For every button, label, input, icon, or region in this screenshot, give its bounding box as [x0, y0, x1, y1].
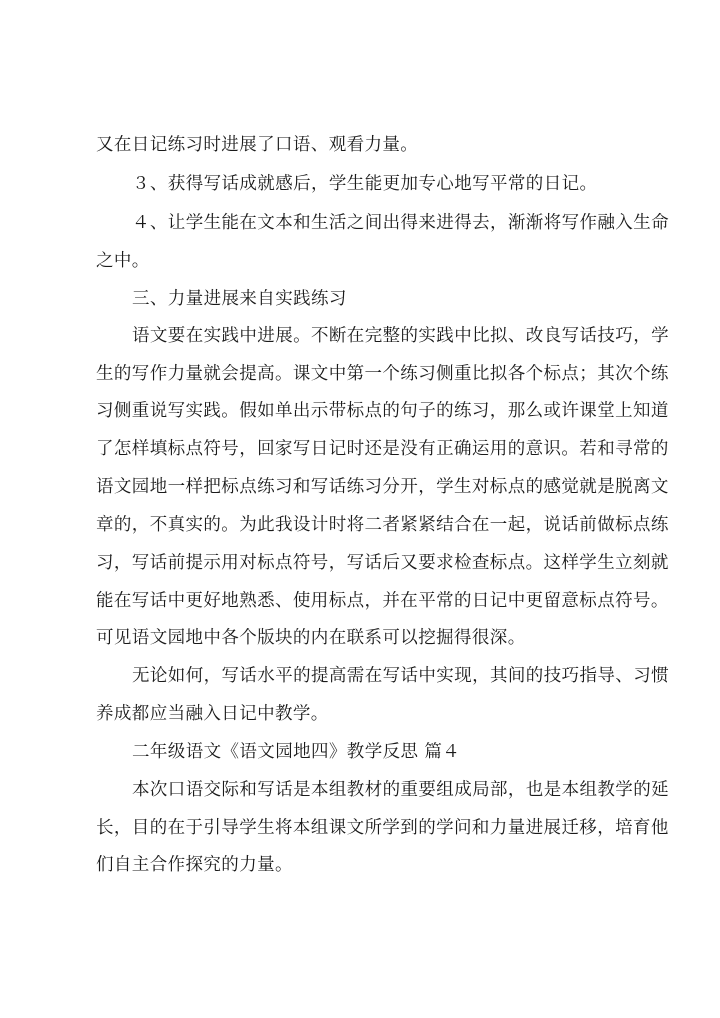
section-heading: 二年级语文《语文园地四》教学反思 篇４	[132, 742, 461, 762]
text-line: ４、让学生能在文本和生活之间出得来进得去，渐渐将写作融入生命	[132, 213, 669, 233]
text-line: 生的写作力量就会提高。课文中第一个练习侧重比拟各个标点；其次个练	[96, 364, 669, 384]
text-line: 章的，不真实的。为此我设计时将二者紧紧结合在一起，说话前做标点练	[96, 515, 669, 535]
section-heading: 三、力量进展来自实践练习	[132, 289, 347, 309]
text-line: 养成都应当融入日记中教学。	[96, 704, 329, 724]
text-line: 了怎样填标点符号，回家写日记时还是没有正确运用的意识。若和寻常的	[96, 439, 669, 459]
text-line: 本次口语交际和写话是本组教材的重要组成局部，也是本组教学的延	[132, 780, 669, 800]
text-line: 长，目的在于引导学生将本组课文所学到的学问和力量进展迁移，培育他	[96, 818, 669, 838]
text-line: 能在写话中更好地熟悉、使用标点，并在平常的日记中更留意标点符号。	[96, 591, 669, 611]
text-line: 又在日记练习时进展了口语、观看力量。	[96, 135, 419, 155]
text-line: ３、获得写话成就感后，学生能更加专心地写平常的日记。	[132, 174, 598, 194]
text-line: 习，写话前提示用对标点符号，写话后又要求检查标点。这样学生立刻就	[96, 553, 669, 573]
text-line: 之中。	[96, 251, 150, 271]
text-line: 语文要在实践中进展。不断在完整的实践中比拟、改良写话技巧，学	[132, 326, 669, 346]
text-line: 无论如何，写话水平的提高需在写话中实现，其间的技巧指导、习惯	[132, 666, 669, 686]
text-line: 可见语文园地中各个版块的内在联系可以挖掘得很深。	[96, 628, 526, 648]
text-line: 习侧重说写实践。假如单出示带标点的句子的练习，那么或许课堂上知道	[96, 401, 669, 421]
text-line: 语文园地一样把标点练习和写话练习分开，学生对标点的感觉就是脱离文	[96, 477, 669, 497]
text-line: 们自主合作探究的力量。	[96, 855, 293, 875]
